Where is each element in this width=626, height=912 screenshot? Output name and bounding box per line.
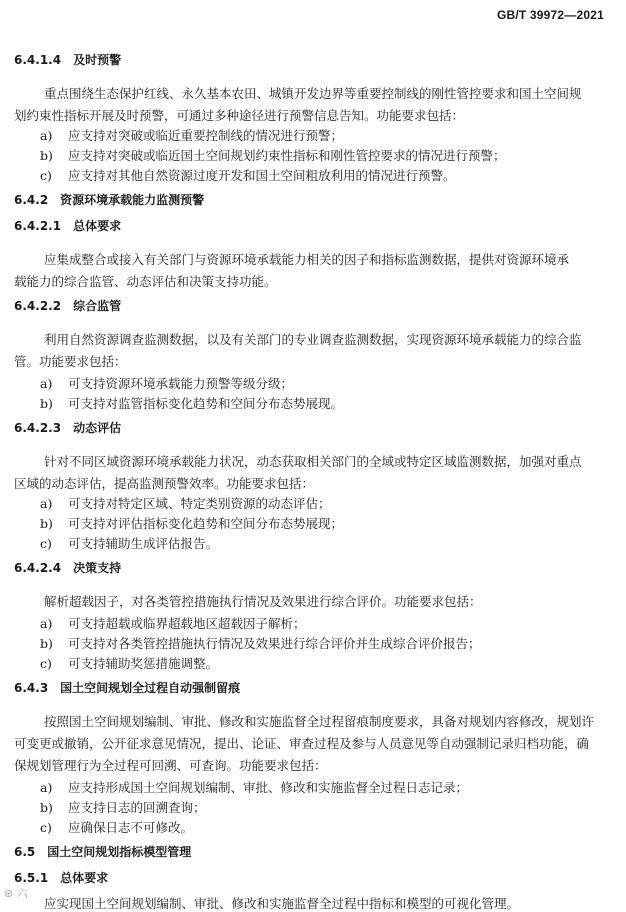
list-marker: b) bbox=[40, 396, 53, 411]
list-item-text: 应支持对其他自然资源过度开发和国土空间粗放利用的情况进行预警。 bbox=[68, 168, 456, 183]
paragraph-line: 区域的动态评估，提高监测预警效率。功能要求包括： bbox=[14, 476, 315, 491]
paragraph-line: 应集成整合或接入有关部门与资源环境承载能力相关的因子和指标监测数据，提供对资源环境承 bbox=[44, 252, 570, 267]
paragraph-line: 管。功能要求包括： bbox=[14, 354, 127, 369]
list-marker: a) bbox=[40, 128, 53, 143]
section-number: 6.4.2 bbox=[14, 193, 49, 207]
list-item-text: 应支持日志的回溯查询； bbox=[68, 800, 206, 815]
list-marker: c) bbox=[40, 536, 52, 551]
list-item-text: 可支持对监管指标变化趋势和空间分布态势展现。 bbox=[68, 396, 344, 411]
list-item bbox=[40, 636, 481, 652]
list-item-text: 可支持超载或临界超载地区超载因子解析； bbox=[68, 616, 306, 631]
list-item bbox=[40, 516, 343, 532]
list-item bbox=[40, 128, 343, 144]
paragraph-line: 可变更或撤销，公开征求意见情况，提出、论证、审查过程及参与人员意见等自动强制记录归档功能，确 bbox=[14, 736, 590, 751]
list-item bbox=[40, 168, 456, 184]
section-title: 国土空间规划指标模型管理 bbox=[47, 845, 192, 859]
list-item-text: 可支持资源环境承载能力预警等级分级； bbox=[68, 376, 294, 391]
section-title: 资源环境承载能力监测预警 bbox=[60, 193, 205, 207]
list-item bbox=[40, 396, 343, 412]
section-heading bbox=[14, 192, 204, 208]
section-heading bbox=[14, 870, 108, 886]
section-heading bbox=[14, 560, 121, 576]
paragraph-line: 应实现国土空间规划编制、审批、修改和实施监督全过程中指标和模型的可视化管理。 bbox=[44, 896, 520, 911]
section-number: 6.4.3 bbox=[14, 681, 49, 695]
list-item-text: 可支持对特定区域、特定类别资源的动态评估； bbox=[68, 496, 331, 511]
list-item bbox=[40, 616, 306, 632]
list-item-text: 应支持对突破或临近重要控制线的情况进行预警； bbox=[68, 128, 344, 143]
section-heading bbox=[14, 680, 240, 696]
section-title: 决策支持 bbox=[73, 561, 122, 575]
paragraph-line: 载能力的综合监管、动态评估和决策支持功能。 bbox=[14, 274, 277, 289]
list-marker: a) bbox=[40, 496, 53, 511]
paragraph-line: 保规划管理行为全过程可回溯、可查询。功能要求包括： bbox=[14, 758, 327, 773]
list-item-text: 应支持对突破或临近国土空间规划约束性指标和刚性管控要求的情况进行预警； bbox=[68, 148, 506, 163]
section-number: 6.5 bbox=[14, 845, 36, 859]
section-heading bbox=[14, 52, 121, 68]
list-marker: c) bbox=[40, 168, 52, 183]
paragraph-line: 按照国土空间规划编制、审批、修改和实施监督全过程留痕制度要求，具备对规划内容修改，规划许 bbox=[44, 714, 595, 729]
list-marker: c) bbox=[40, 820, 52, 835]
paragraph-line: 针对不同区域资源环境承载能力状况，动态获取相关部门的全域或特定区域监测数据，加强对重点 bbox=[44, 454, 582, 469]
list-item bbox=[40, 800, 206, 816]
list-item bbox=[40, 656, 218, 672]
section-title: 总体要求 bbox=[73, 219, 122, 233]
paragraph-line: 划约束性指标开展及时预警，可通过多种途径进行预警信息告知。功能要求包括： bbox=[14, 108, 465, 123]
list-marker: b) bbox=[40, 516, 53, 531]
section-title: 总体要求 bbox=[60, 871, 109, 885]
paragraph-line: 利用自然资源调查监测数据，以及有关部门的专业调查监测数据，实现资源环境承载能力的综合监 bbox=[44, 332, 582, 347]
section-heading bbox=[14, 218, 121, 234]
list-item-text: 应支持形成国土空间规划编制、审批、修改和实施监督全过程日志记录； bbox=[68, 780, 469, 795]
list-item bbox=[40, 376, 293, 392]
section-number: 6.4.2.4 bbox=[14, 561, 62, 575]
section-number: 6.4.1.4 bbox=[14, 53, 62, 67]
section-number: 6.4.2.1 bbox=[14, 219, 62, 233]
list-marker: b) bbox=[40, 148, 53, 163]
list-marker: c) bbox=[40, 656, 52, 671]
section-heading bbox=[14, 844, 191, 860]
list-marker: a) bbox=[40, 616, 53, 631]
list-marker: a) bbox=[40, 376, 53, 391]
section-title: 综合监管 bbox=[73, 299, 122, 313]
standard-code: GB/T 39972—2021 bbox=[496, 8, 604, 22]
section-number: 6.4.2.2 bbox=[14, 299, 62, 313]
list-item-text: 应确保日志不可修改。 bbox=[68, 820, 194, 835]
section-title: 动态评估 bbox=[73, 421, 122, 435]
list-marker: b) bbox=[40, 636, 53, 651]
list-item-text: 可支持对评估指标变化趋势和空间分布态势展现； bbox=[68, 516, 344, 531]
section-number: 6.5.1 bbox=[14, 871, 49, 885]
list-item bbox=[40, 820, 193, 836]
paragraph-line: 重点围绕生态保护红线、永久基本农田、城镇开发边界等重要控制线的刚性管控要求和国土空间规 bbox=[44, 86, 582, 101]
list-marker: b) bbox=[40, 800, 53, 815]
section-title: 国土空间规划全过程自动强制留痕 bbox=[60, 681, 241, 695]
list-item bbox=[40, 536, 218, 552]
watermark-logo: ⊛ 六 bbox=[4, 887, 28, 900]
list-marker: a) bbox=[40, 780, 53, 795]
section-title: 及时预警 bbox=[73, 53, 122, 67]
section-heading bbox=[14, 298, 121, 314]
list-item bbox=[40, 148, 506, 164]
list-item-text: 可支持辅助生成评估报告。 bbox=[68, 536, 219, 551]
list-item-text: 可支持辅助奖惩措施调整。 bbox=[68, 656, 219, 671]
list-item-text: 可支持对各类管控措施执行情况及效果进行综合评价并生成综合评价报告； bbox=[68, 636, 481, 651]
section-number: 6.4.2.3 bbox=[14, 421, 62, 435]
list-item bbox=[40, 780, 468, 796]
paragraph-line: 解析超载因子，对各类管控措施执行情况及效果进行综合评价。功能要求包括： bbox=[44, 594, 482, 609]
section-heading bbox=[14, 420, 121, 436]
list-item bbox=[40, 496, 331, 512]
